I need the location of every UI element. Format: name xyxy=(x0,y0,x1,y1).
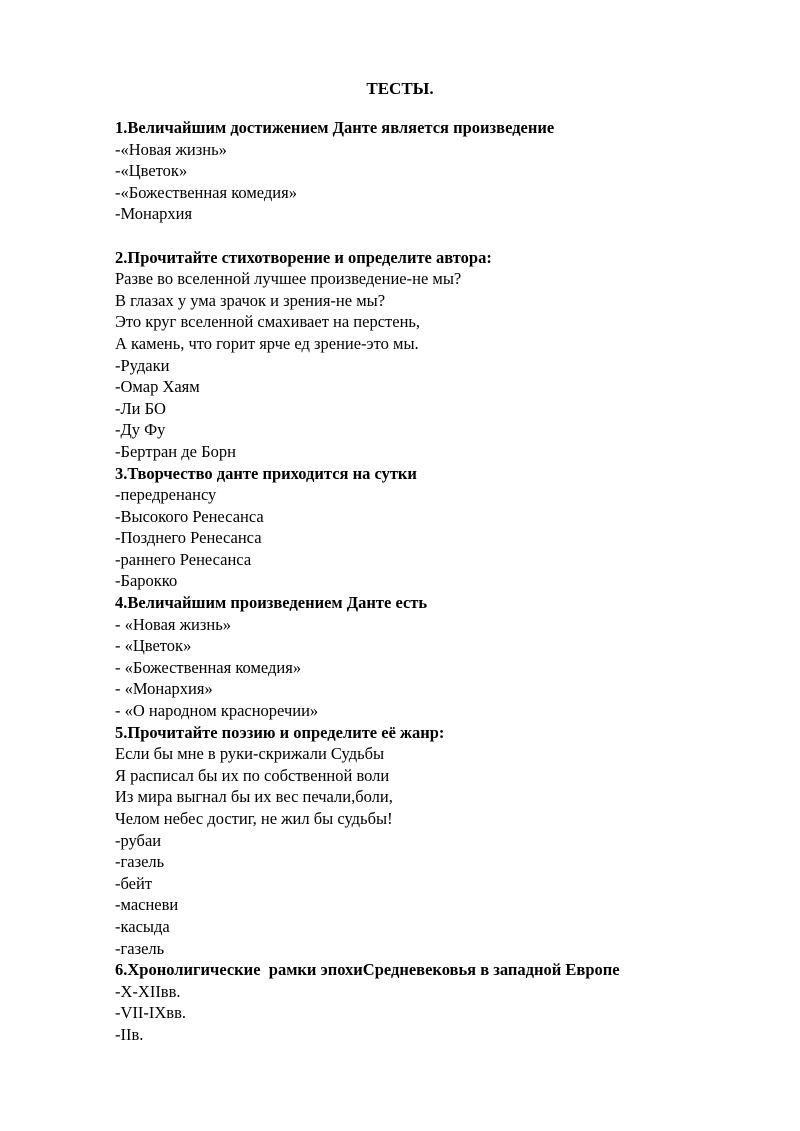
question-4-heading: 4.Величайшим произведением Данте есть xyxy=(115,593,428,613)
question-3-heading: 3.Творчество данте приходится на сутки xyxy=(115,463,417,483)
question-6-option: -VII-IXвв. xyxy=(115,1003,187,1023)
question-5-poem-line: Я расписал бы их по собственной воли xyxy=(115,765,390,785)
question-2-poem-line: Это круг вселенной смахивает на перстень, xyxy=(115,312,421,332)
test-content xyxy=(115,117,755,1046)
question-1-heading: 1.Величайшим достижением Данте является произведение xyxy=(115,118,555,137)
question-2-option: -Омар Хаям xyxy=(115,377,200,397)
question-4-option: - «Цветок» xyxy=(115,636,192,656)
question-2-heading: 2.Прочитайте стихотворение и определите автора: xyxy=(115,247,492,267)
question-4-option: - «Новая жизнь» xyxy=(115,614,231,634)
question-3-option: -Высокого Ренесанса xyxy=(115,506,264,526)
question-5-option: -масневи xyxy=(115,895,179,915)
question-5-option: -газель xyxy=(115,852,165,872)
question-2-poem-line: В глазах у ума зрачок и зрения-не мы? xyxy=(115,290,386,310)
question-3-option: -Барокко xyxy=(115,571,178,591)
question-2-option: -Ли БО xyxy=(115,398,166,418)
question-5-poem-line: Из мира выгнал бы их вес печали,боли, xyxy=(115,787,393,807)
question-2-option: -Бертран де Борн xyxy=(115,441,236,461)
question-4-option: - «О народном красноречии» xyxy=(115,701,319,721)
question-1-option: -«Божественная комедия» xyxy=(115,182,297,202)
question-5-option: -касыда xyxy=(115,916,170,936)
question-2-poem-line: Разве во вселенной лучшее произведение-не мы? xyxy=(115,269,462,289)
question-1-option: -Монархия xyxy=(115,204,193,224)
question-6-option: -X-XIIвв. xyxy=(115,981,181,1001)
question-5-option: -бейт xyxy=(115,873,153,893)
question-5-option: -рубаи xyxy=(115,830,162,850)
blank-line xyxy=(115,225,755,247)
page-title: ТЕСТЫ. xyxy=(366,79,434,98)
question-5-heading: 5.Прочитайте поэзию и определите её жанр: xyxy=(115,722,445,742)
question-6-option: -IIв. xyxy=(115,1024,144,1044)
question-3-option: -передренансу xyxy=(115,485,217,505)
question-2-option: -Ду Фу xyxy=(115,420,166,440)
question-5-poem-line: Если бы мне в руки-скрижали Судьбы xyxy=(115,744,385,764)
question-3-option: -Позднего Ренесанса xyxy=(115,528,262,548)
question-3-option: -раннего Ренесанса xyxy=(115,549,252,569)
question-2-poem-line: А камень, что горит ярче ед зрение-это мы. xyxy=(115,333,419,353)
question-1-option: -«Новая жизнь» xyxy=(115,139,227,159)
question-6-heading: 6.Хронолигические рамки эпохиСредневековья в западной Европе xyxy=(115,960,620,980)
question-2-option: -Рудаки xyxy=(115,355,170,375)
question-4-option: - «Божественная комедия» xyxy=(115,657,302,677)
question-5-poem-line: Челом небес достиг, не жил бы судьбы! xyxy=(115,809,393,828)
question-5-option: -газель xyxy=(115,938,165,958)
question-4-option: - «Монархия» xyxy=(115,679,213,699)
question-1-option: -«Цветок» xyxy=(115,161,188,181)
